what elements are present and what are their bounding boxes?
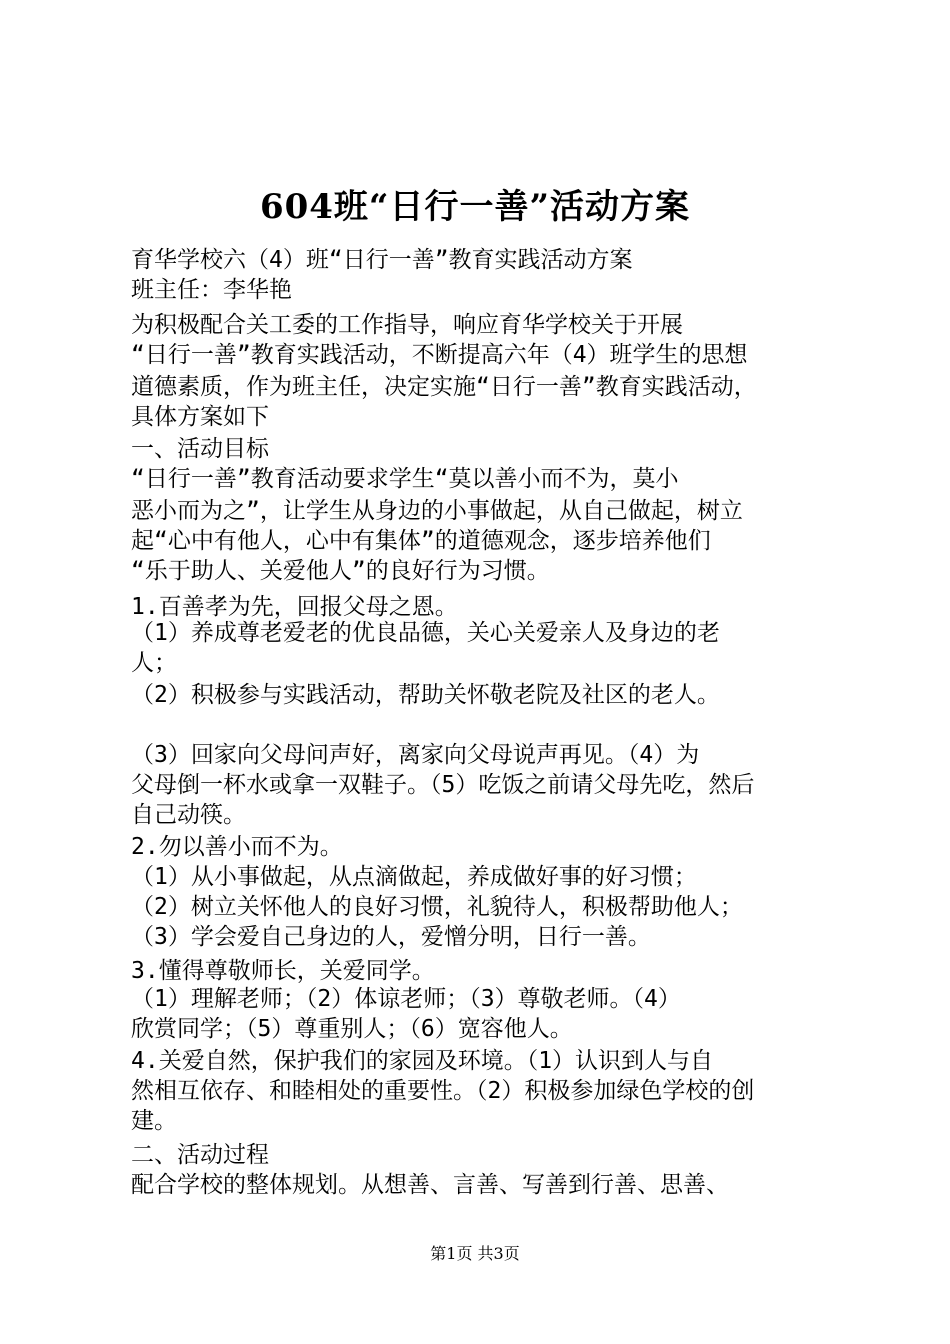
body-line: （2）树立关怀他人的良好习惯，礼貌待人，积极帮助他人； (131, 894, 743, 920)
body-line: （2）积极参与实践活动，帮助关怀敬老院及社区的老人。 (131, 682, 720, 708)
body-line: “乐于助人、关爱他人”的良好行为习惯。 (131, 558, 550, 584)
body-line: 2.勿以善小而不为。 (131, 834, 343, 860)
body-line: （1）理解老师；（2）体谅老师；（3）尊敬老师。（4） (131, 986, 681, 1012)
body-line: 1.百善孝为先，回报父母之恩。 (131, 594, 458, 620)
body-line: 4.关爱自然，保护我们的家园及环境。（1）认识到人与自 (131, 1048, 714, 1074)
body-line: 人； (131, 650, 177, 676)
body-line: 育华学校六（4）班“日行一善”教育实践活动方案 (131, 247, 633, 273)
document-title: 604班“日行一善”活动方案 (259, 187, 691, 227)
body-line: “日行一善”教育实践活动，不断提高六年（4）班学生的思想 (131, 342, 748, 368)
page-footer: 第1页 共3页 (430, 1244, 520, 1263)
body-line: 二、活动过程 (131, 1142, 269, 1168)
body-line: 配合学校的整体规划。从想善、言善、写善到行善、思善、 (131, 1172, 729, 1198)
body-line: （3）回家向父母问声好，离家向父母说声再见。（4）为 (131, 742, 700, 768)
body-line: 道德素质，作为班主任，决定实施“日行一善”教育实践活动， (131, 374, 757, 400)
body-line: 父母倒一杯水或拿一双鞋子。（5）吃饭之前请父母先吃，然后 (131, 772, 755, 798)
body-line: 一、活动目标 (131, 436, 269, 462)
body-line: 欣赏同学；（5）尊重别人；（6）宽容他人。 (131, 1016, 573, 1042)
body-line: 具体方案如下 (131, 404, 269, 430)
body-line: “日行一善”教育活动要求学生“莫以善小而不为，莫小 (131, 466, 679, 492)
body-line: 然相互依存、和睦相处的重要性。（2）积极参加绿色学校的创 (131, 1078, 755, 1104)
body-line: 班主任：李华艳 (131, 277, 292, 303)
body-line: （3）学会爱自己身边的人，爱憎分明，日行一善。 (131, 924, 651, 950)
body-line: （1）从小事做起，从点滴做起，养成做好事的好习惯； (131, 864, 697, 890)
body-line: （1）养成尊老爱老的优良品德，关心关爱亲人及身边的老 (131, 620, 720, 646)
body-line: 3.懂得尊敬师长，关爱同学。 (131, 958, 435, 984)
body-line: 建。 (131, 1108, 177, 1134)
body-line: 为积极配合关工委的工作指导，响应育华学校关于开展 (131, 312, 683, 338)
body-line: 起“心中有他人，心中有集体”的道德观念，逐步培养他们 (131, 528, 711, 554)
body-line: 自己动筷。 (131, 802, 246, 828)
body-line: 恶小而为之”，让学生从身边的小事做起，从自己做起，树立 (131, 498, 743, 524)
